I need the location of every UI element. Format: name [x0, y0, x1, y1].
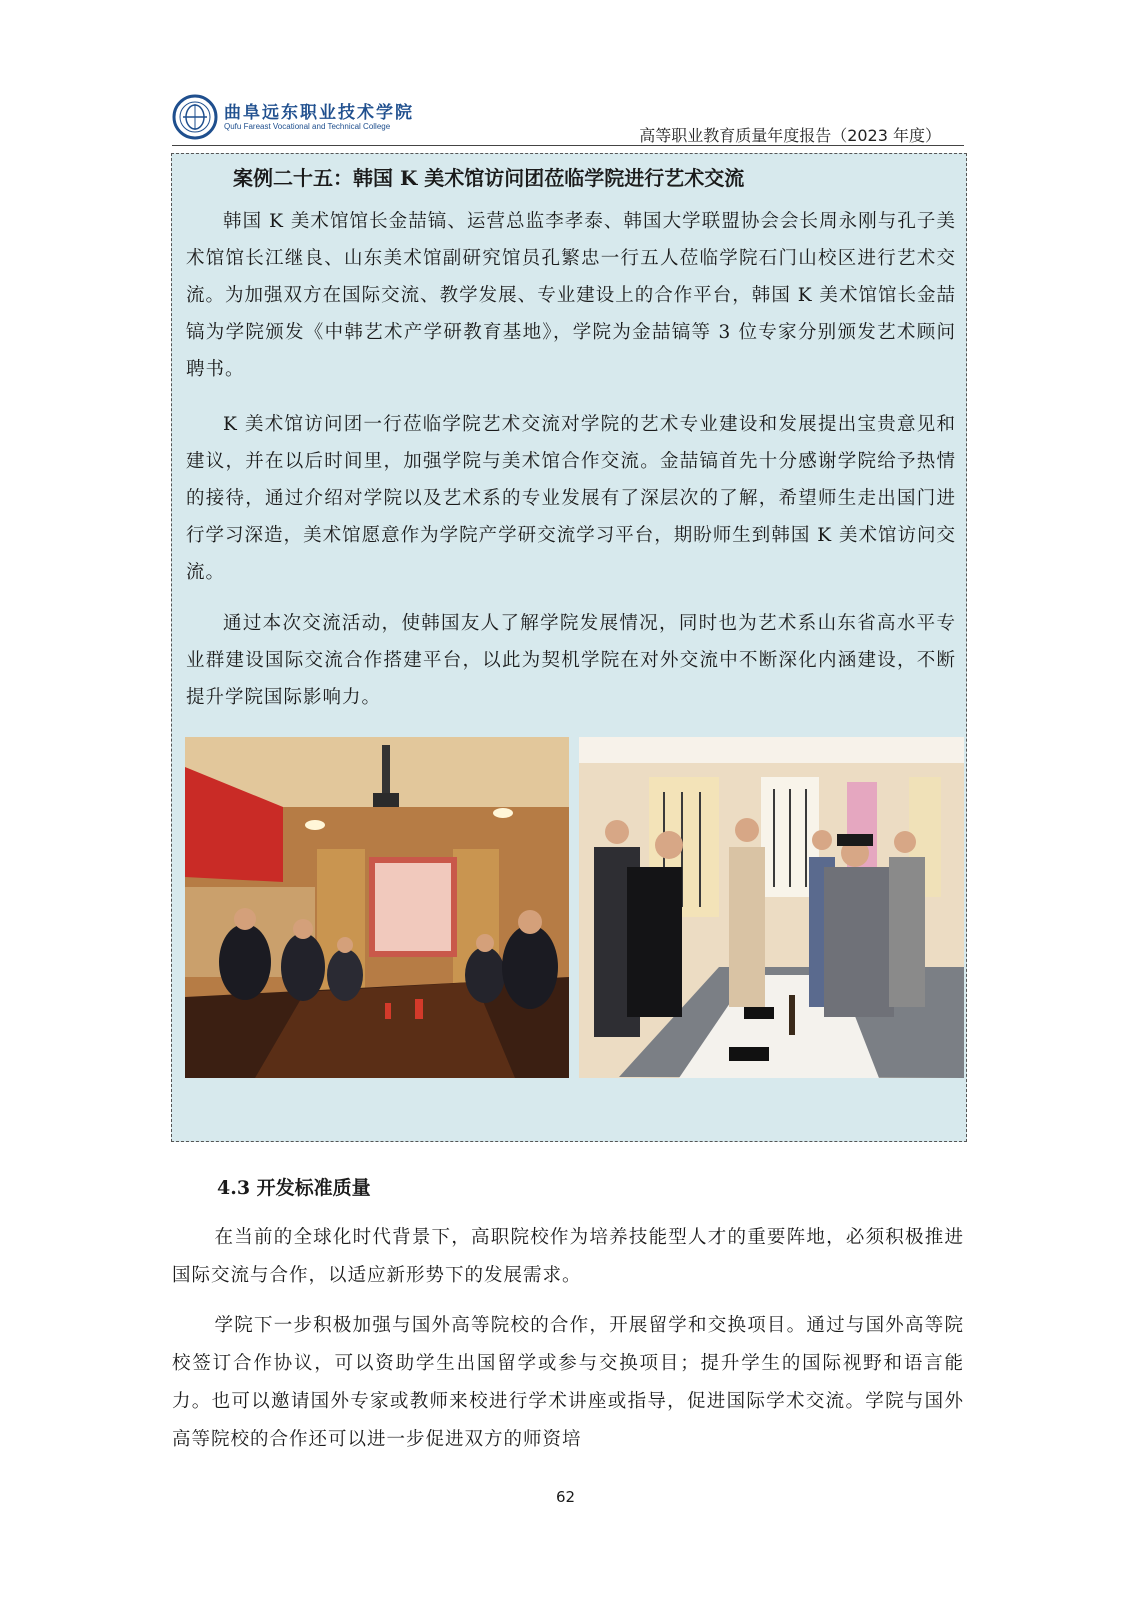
college-logo [172, 94, 412, 140]
case-study-title: 案例二十五：韩国 K 美术馆访问团莅临学院进行艺术交流 [233, 166, 745, 190]
section-heading: 4.3 开发标准质量 [217, 1177, 371, 1199]
college-seal-icon [172, 94, 218, 140]
case-paragraph: 韩国 K 美术馆馆长金喆镐、运营总监李孝泰、韩国大学联盟协会会长周永刚与孔子美术馆馆长江继良、山东美术馆副研究馆员孔繁忠一行五人莅临学院石门山校区进行艺术交流。为加强双方在国际交流、教学发展、专业建设上的合作平台，韩国 K 美术馆馆长金喆镐为学院颁发《中韩艺术产学研教育基地》，学院为金喆镐等 3 位专家分别颁发艺术顾问聘书。 [186, 211, 956, 380]
college-name-cn: 曲阜远东职业技术学院 [224, 103, 414, 123]
case-paragraph: K 美术馆访问团一行莅临学院艺术交流对学院的艺术专业建设和发展提出宝贵意见和建议，并在以后时间里，加强学院与美术馆合作交流。金喆镐首先十分感谢学院给予热情的接待，通过介绍对学院以及艺术系的专业发展有了深层次的了解，希望师生走出国门进行学习深造，美术馆愿意作为学院产学研交流学习平台，期盼师生到韩国 K 美术馆访问交流。 [186, 414, 956, 583]
body-paragraph: 在当前的全球化时代背景下，高职院校作为培养技能型人才的重要阵地，必须积极推进国际交流与合作，以适应新形势下的发展需求。 [172, 1227, 964, 1286]
header-divider [172, 145, 964, 146]
case-paragraph: 通过本次交流活动，使韩国友人了解学院发展情况，同时也为艺术系山东省高水平专业群建设国际交流合作搭建平台，以此为契机学院在对外交流中不断深化内涵建设，不断提升学院国际影响力。 [186, 613, 956, 708]
page-number: 62 [555, 1488, 576, 1506]
report-title: 高等职业教育质量年度报告（2023 年度） [639, 126, 941, 145]
college-name-en: Qufu Fareast Vocational and Technical College [224, 122, 391, 131]
meeting-room-photo [185, 737, 569, 1078]
body-paragraph: 学院下一步积极加强与国外高等院校的合作，开展留学和交换项目。通过与国外高等院校签订合作协议，可以资助学生出国留学或参与交换项目；提升学生的国际视野和语言能力。也可以邀请国外专家或教师来校进行学术讲座或指导，促进国际学术交流。学院与国外高等院校的合作还可以进一步促进双方的师资培 [172, 1315, 964, 1450]
calligraphy-photo [579, 737, 964, 1078]
